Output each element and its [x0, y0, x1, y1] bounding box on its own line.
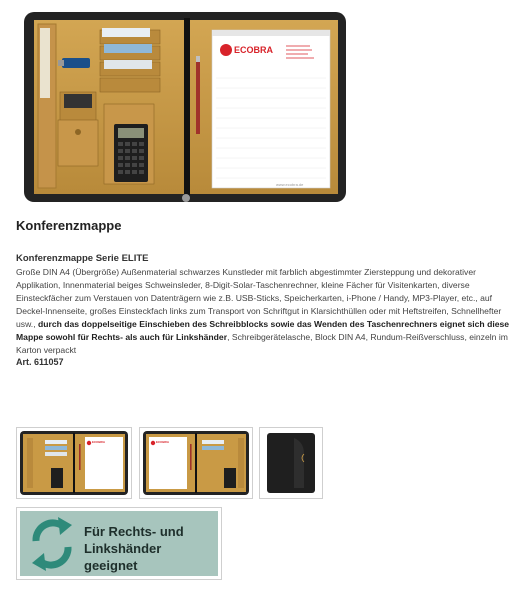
thumbnail-1-logo: ECOBRA — [92, 440, 106, 444]
banner-text — [84, 523, 218, 574]
description-text-bold: durch das doppelseitige Einschieben des Schreibblocks sowie das Wenden des Taschenrechners eignet sich diese Mappe sowohl für Rechts- als auch für Linkshänder — [16, 319, 510, 342]
left-right-handed-banner[interactable] — [16, 507, 222, 580]
swap-arrows-icon — [22, 511, 82, 576]
banner-line-2: Linkshänder geeignet — [84, 541, 162, 573]
description-text-2: , Schreibgerätelasche, Block DIN A4, Rundum-Reißverschluss, einzeln im Karton verpackt — [16, 332, 508, 355]
hero-logo-text: ECOBRA — [234, 45, 274, 55]
hero-pad-footer-text: www.ecobra.de — [276, 182, 304, 187]
banner-background — [20, 511, 218, 576]
product-main-image[interactable] — [20, 8, 350, 208]
banner-line-1: Für Rechts- und — [84, 524, 184, 539]
product-subtitle: Konferenzmappe Serie ELITE — [16, 253, 149, 264]
product-title: Konferenzmappe — [16, 218, 122, 233]
thumbnail-2-logo: ECOBRA — [156, 440, 170, 444]
thumbnail-2[interactable] — [139, 427, 253, 499]
description-text-1: Große DIN A4 (Übergröße) Außenmaterial schwarzes Kunstleder mit farblich abgestimmter Ziersteppung und dekorativer Applikation, Innenmaterial beiges Schweinsleder, 8-Digit-Solar-Taschenrechner, kleine Fächer für Visitenkarten, diverse Einsteckfächer zum Verstauen von Datenträgern wie z.B. USB-Sticks, Speicherkarten, i-Phone / Handy, MP3-Player, etc., auf Deckel-Innenseite, großes Einsteckfach links zum Transport von Schriftgut in Klarsichthüllen oder mit Heftstreifen, Schnellhefter usw., — [16, 267, 502, 329]
thumbnail-1[interactable] — [16, 427, 132, 499]
thumbnail-3[interactable] — [259, 427, 323, 499]
product-description — [16, 266, 511, 357]
article-number: Art. 611057 — [16, 357, 64, 367]
